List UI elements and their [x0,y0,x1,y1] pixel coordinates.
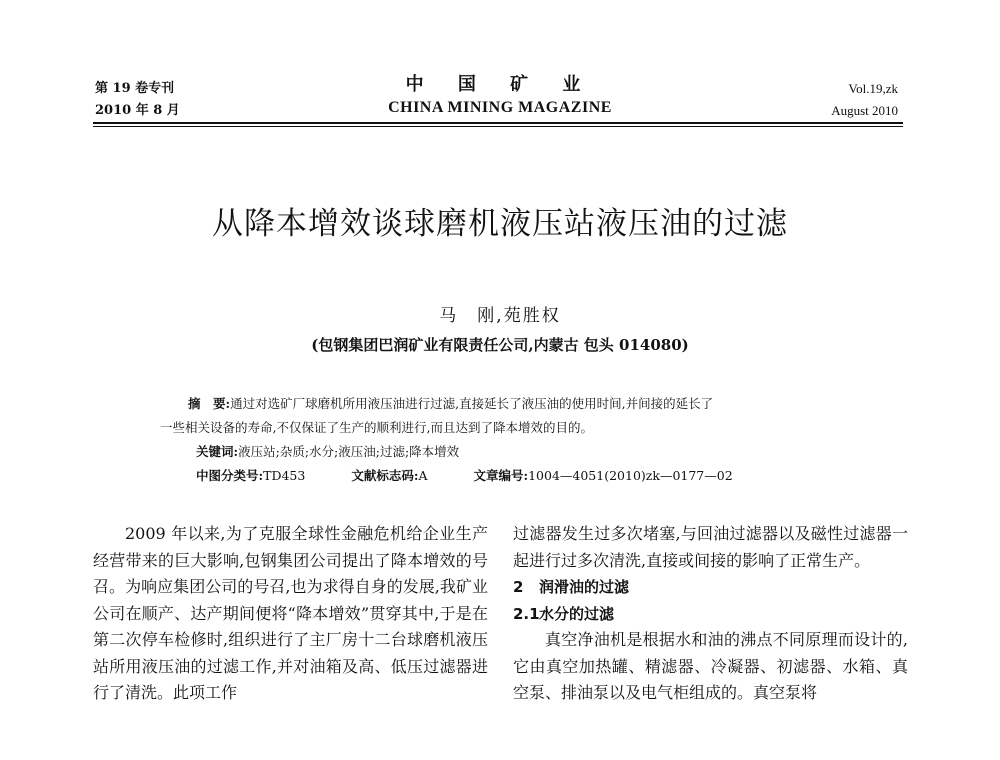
abstract-line-2: 一些相关设备的寿命,不仅保证了生产的顺利进行,而且达到了降本增效的目的。 [160,420,593,435]
body-column-right [513,521,908,707]
section-2-1-heading [513,601,908,628]
date-en: August 2010 [831,103,898,118]
volume-cn: 第 19 卷专刊 [95,81,175,96]
section-2-title: 润滑油的过滤 [539,578,630,596]
abstract-line-1 [160,392,840,416]
date-cn: 2010 年 8 月 [95,103,180,118]
clc-label: 中图分类号: [196,468,264,483]
section-2-1-title: 水分的过滤 [539,604,615,623]
doc-code-label: 文献标志码: [351,468,419,483]
article-title: 从降本增效谈球磨机液压站液压油的过滤 [212,206,788,242]
section-2-1-number: 2.1 [513,604,540,623]
keywords-label: 关键词: [196,444,239,459]
clc-value: TD453 [263,468,306,483]
section-2-heading [513,574,908,601]
article-affiliation: (包钢集团巴润矿业有限责任公司,内蒙古 包头 014080) [311,336,689,354]
abstract-text-1: 通过对选矿厂球磨机所用液压油进行过滤,直接延长了液压油的使用时间,并间接的延长了 [230,396,714,411]
classification-line [160,464,840,488]
section-2-1-paragraph: 真空净油机是根据水和油的沸点不同原理而设计的,它由真空加热罐、精滤器、冷凝器、初滤器、水箱、真空泵、排油泵以及电气柜组成的。真空泵将 [513,630,908,702]
header-rule-thin [93,126,903,127]
keywords-line [160,440,840,464]
abstract-label: 摘 要: [188,396,231,411]
section-2-number: 2 [513,578,524,596]
header-right [831,78,898,122]
journal-name-en: CHINA MINING MAGAZINE [388,99,612,116]
keywords-text: 液压站;杂质;水分;液压油;过滤;降本增效 [238,444,460,459]
continued-paragraph: 过滤器发生过多次堵塞,与回油过滤器以及磁性过滤器一起进行过多次清洗,直接或间接的影响了正常生产。 [513,524,908,570]
doc-code-value: A [418,468,428,483]
body-column-left [93,521,488,707]
article-authors: 马 刚,苑胜权 [439,306,561,326]
volume-en: Vol.19,zk [848,81,898,96]
journal-name-cn: 中 国 矿 业 [405,74,595,95]
abstract-block [160,392,840,488]
header-rule-thick [93,122,903,124]
article-no-label: 文章编号: [473,468,529,483]
article-no-value: 1004—4051(2010)zk—0177—02 [528,468,733,483]
intro-paragraph: 2009 年以来,为了克服全球性金融危机给企业生产经营带来的巨大影响,包钢集团公司提出了降本增效的号召。为响应集团公司的号召,也为求得自身的发展,我矿业公司在顺产、达产期间便将“降本增效”贯穿其中,于是在第二次停车检修时,组织进行了主厂房十二台球磨机液压站所用液压油的过滤工作,并对油箱及高、低压过滤器进行了清洗。此项工作 [93,524,488,702]
